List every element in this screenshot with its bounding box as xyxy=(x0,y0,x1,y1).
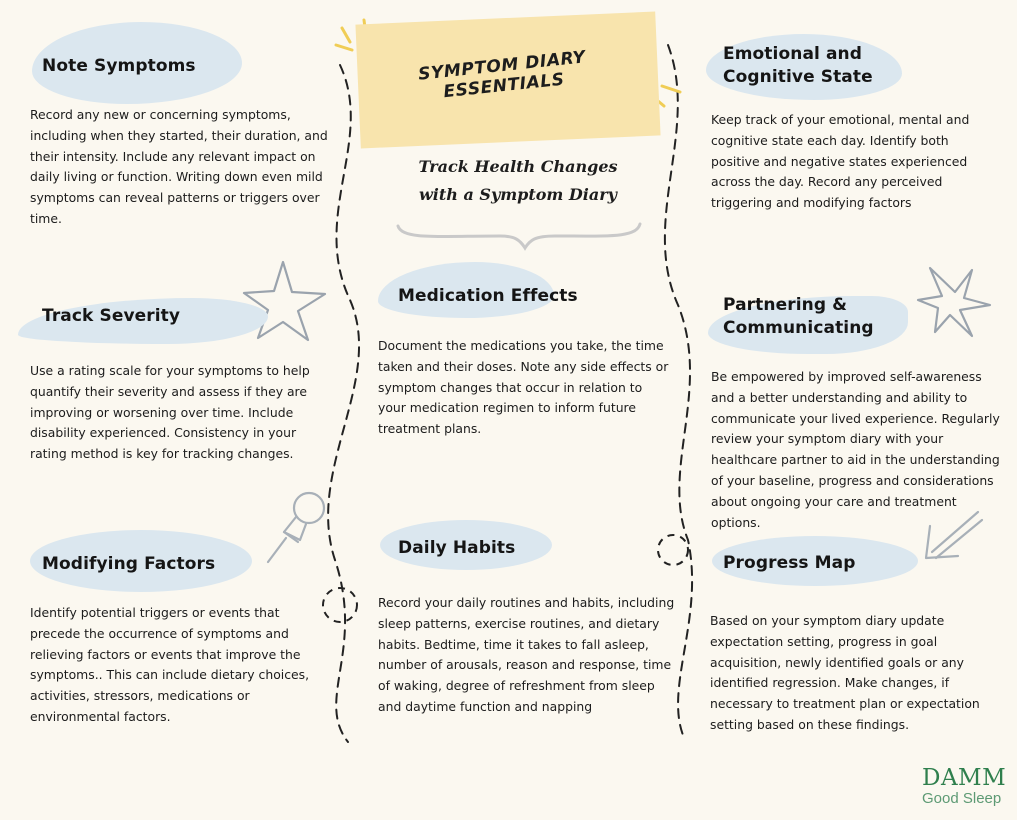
brand-logo xyxy=(914,764,1006,810)
brand-tagline: Good Sleep xyxy=(922,790,1002,807)
left-dashed-divider xyxy=(328,65,359,742)
partnering-text: Be empowered by improved self-awareness and a better understanding and ability to communicate your lived experience. Regularly review your symptom diary with your healthcare partner to aid in the understanding of your baseline, progress and considerations about ongoing your care and treatment options. xyxy=(711,369,1000,530)
emotional-cognitive-heading: Emotional and Cognitive State xyxy=(723,44,873,87)
brand-name: DAMM xyxy=(922,765,1007,791)
right-divider-loop xyxy=(658,535,688,565)
burst-icon xyxy=(918,268,990,336)
partnering-heading: Partnering & Communicating xyxy=(723,295,874,338)
pushpin-icon xyxy=(268,493,324,562)
left-divider-loop xyxy=(323,588,357,622)
modifying-factors-heading: Modifying Factors xyxy=(42,554,216,574)
page-title: SYMPTOM DIARY ESSENTIALS xyxy=(417,47,587,103)
daily-habits-text: Record your daily routines and habits, including sleep patterns, exercise routines, and dietary habits. Bedtime, time it takes to fall asleep, number of arousals, reason and response, time of waking, degree of refreshment from sleep and daytime function and napping xyxy=(378,595,675,714)
note-symptoms-heading: Note Symptoms xyxy=(42,56,196,76)
progress-map-heading: Progress Map xyxy=(723,553,856,573)
medication-effects-heading: Medication Effects xyxy=(398,286,578,306)
emotional-cognitive-text: Keep track of your emotional, mental and cognitive state each day. Identify both positive and negative states experienced across the day. Record any perceived triggering and modifying factors xyxy=(711,112,970,211)
modifying-factors-text: Identify potential triggers or events that precede the occurrence of symptoms and relieving factors or events that improve the symptoms.. This can include dietary choices, activities, stressors, medications or environmental factors. xyxy=(30,605,310,724)
page-subtitle: Track Health Changes with a Symptom Diary xyxy=(418,157,618,204)
medication-effects-text: Document the medications you take, the time taken and their doses. Note any side effects or symptom changes that occur in relation to your medication regimen to inform future treatment plans. xyxy=(378,338,669,437)
note-symptoms-text: Record any new or concerning symptoms, including when they started, their duration, and their intensity. Include any relevant impact on daily living or function. Writing down even mild symptoms can reveal patterns or triggers over time. xyxy=(30,107,328,226)
subtitle-brace xyxy=(398,224,640,248)
daily-habits-heading: Daily Habits xyxy=(398,538,516,558)
progress-map-text: Based on your symptom diary update expectation setting, progress in goal acquisition, newly identified goals or any identified regression. Make changes, if necessary to treatment plan or expectation setting based on these findings. xyxy=(710,613,980,732)
track-severity-heading: Track Severity xyxy=(42,306,181,326)
track-severity-text: Use a rating scale for your symptoms to help quantify their severity and assess if they are improving or worsening over time. Include disability experienced. Consistency in your rating method is key for tracking changes. xyxy=(30,363,310,462)
